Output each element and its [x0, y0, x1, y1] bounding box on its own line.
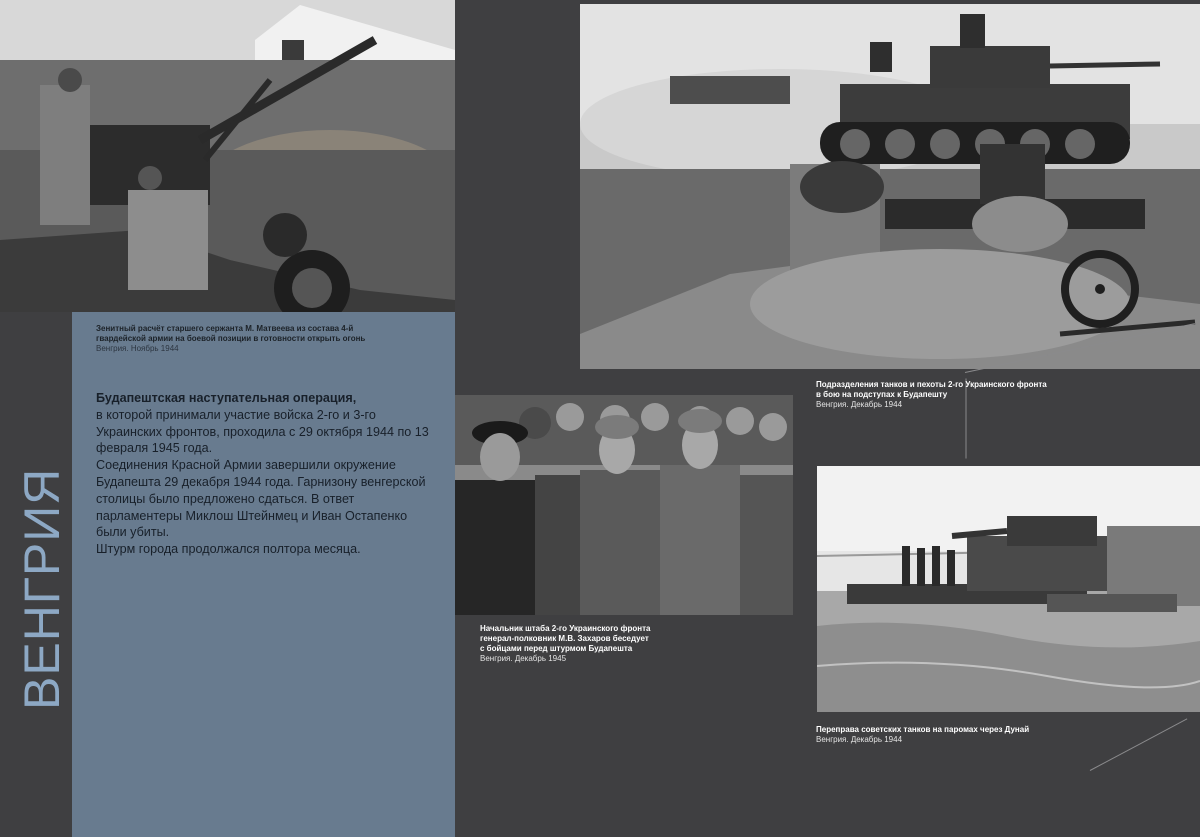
main-text-block — [96, 390, 441, 558]
caption-anti-aircraft-crew — [96, 324, 436, 354]
caption-officers-briefing — [480, 624, 720, 664]
caption-ferry-crossing — [816, 725, 1136, 745]
caption-title: Подразделения танков и пехоты 2-го Украинского фронта в бою на подступах к Будапешту — [816, 380, 1047, 399]
caption-title: Переправа советских танков на паромах через Дунай — [816, 725, 1030, 734]
caption-date: Венгрия. Декабрь 1944 — [816, 735, 903, 744]
caption-date: Венгрия. Ноябрь 1944 — [96, 344, 179, 353]
section-title: ВЕНГРИЯ — [14, 467, 70, 710]
photo-ferry-crossing — [817, 466, 1200, 712]
caption-date: Венгрия. Декабрь 1944 — [816, 400, 903, 409]
caption-date: Венгрия. Декабрь 1945 — [480, 654, 567, 663]
photo-officers-briefing — [455, 395, 793, 615]
main-text-lead: Будапештская наступательная операция, — [96, 391, 357, 405]
caption-tanks-and-infantry — [816, 380, 1116, 410]
main-text-body: в которой принимали участие войска 2-го и 3-го Украинских фронтов, проходила с 29 октября 1944 по 13 февраля 1945 года. Соединения Красной Армии завершили окружение Будапешта 29 декабря 1944 года. Гарнизону венгерской столицы было предложено сдаться. В ответ парламентеры Миклош Штейнмец и Иван Остапенко были убиты. Штурм города продолжался полтора месяца. — [96, 407, 429, 557]
photo-tanks-and-infantry — [580, 4, 1200, 369]
caption-title: Начальник штаба 2-го Украинского фронта генерал-полковник М.В. Захаров беседует с бойцами перед штурмом Будапешта — [480, 624, 651, 653]
photo-anti-aircraft-crew — [0, 0, 455, 312]
caption-title: Зенитный расчёт старшего сержанта М. Матвеева из состава 4-й гвардейской армии на боевой позиции в готовности открыть огонь — [96, 324, 366, 343]
